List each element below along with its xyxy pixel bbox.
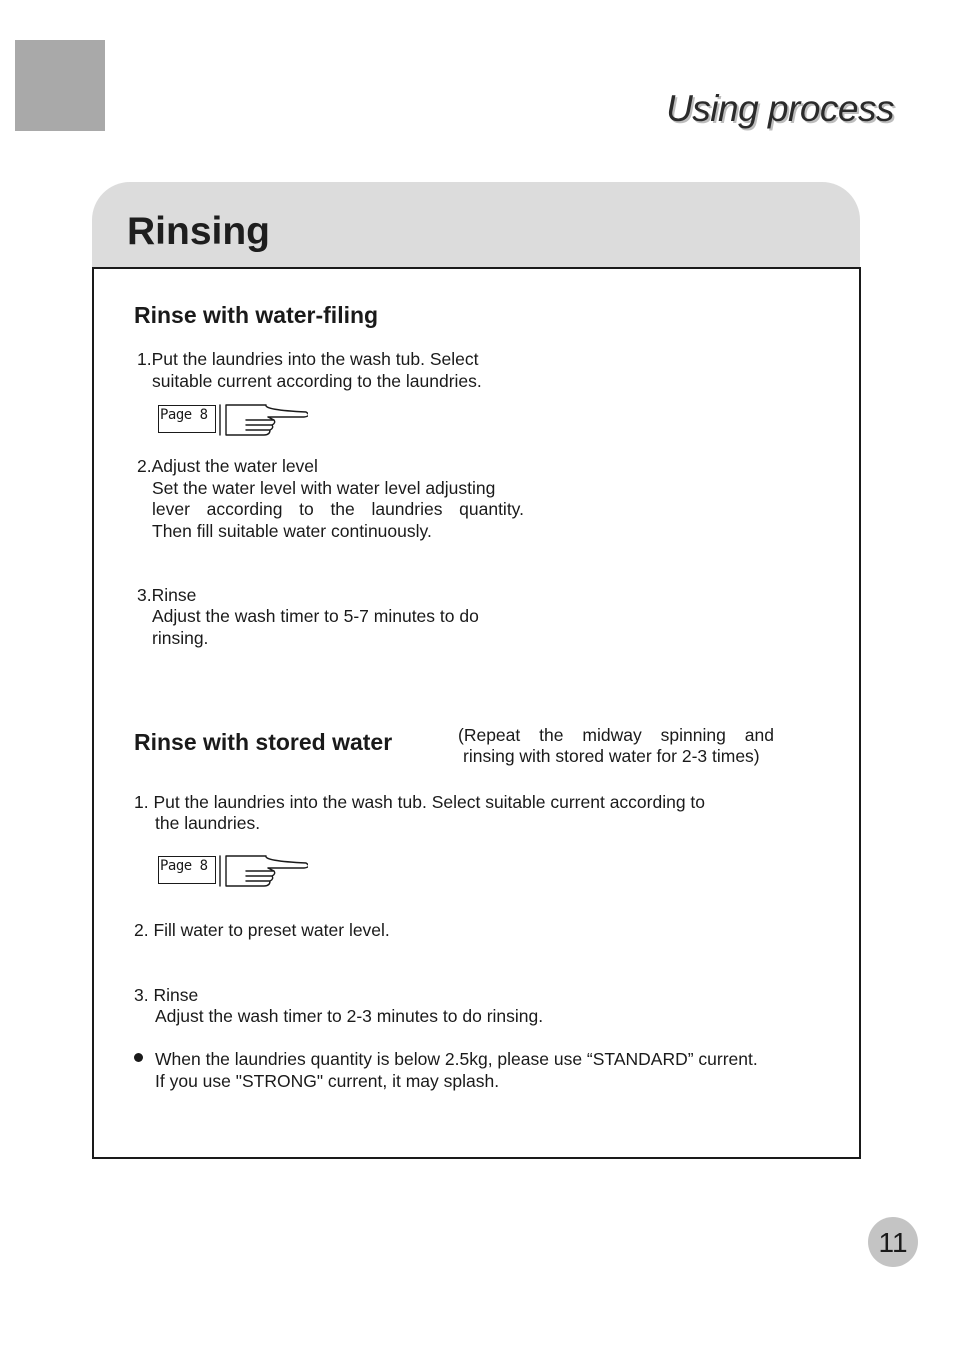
bullet-icon xyxy=(134,1053,143,1062)
step1-line2: suitable current according to the laundries. xyxy=(152,371,482,391)
stored-step1-line1: 1. Put the laundries into the wash tub. Select suitable current according to xyxy=(134,792,706,812)
pointing-hand-icon xyxy=(208,402,308,442)
step3-line1: Adjust the wash timer to 5-7 minutes to do xyxy=(152,606,479,626)
repeat-note-line1: (Repeat the midway spinning and xyxy=(458,725,774,745)
step3-title: 3.Rinse xyxy=(137,585,197,605)
page-reference xyxy=(158,402,308,442)
section-title: Rinsing xyxy=(127,210,270,253)
step2-title: 2.Adjust the water level xyxy=(137,456,318,476)
tip-line2: If you use "STRONG" current, it may splash. xyxy=(155,1071,500,1091)
rinse-stored-water-heading: Rinse with stored water xyxy=(134,729,393,755)
corner-block xyxy=(15,40,105,131)
page-number: 11 xyxy=(868,1217,918,1267)
step2-line2: lever according to the laundries quantity. xyxy=(152,499,524,519)
page-reference xyxy=(158,853,308,893)
repeat-note-line2: rinsing with stored water for 2-3 times) xyxy=(463,746,760,766)
header-title: Using process xyxy=(666,88,894,129)
stored-step1-line2: the laundries. xyxy=(155,813,261,833)
step2-line1: Set the water level with water level adjusting xyxy=(152,478,496,498)
tip-line1: When the laundries quantity is below 2.5kg, please use “STANDARD” current. xyxy=(155,1049,758,1069)
stored-step2: 2. Fill water to preset water level. xyxy=(134,920,390,940)
page-reference-label: Page 8 xyxy=(160,407,208,423)
rinse-water-filing-heading: Rinse with water-filing xyxy=(134,302,379,328)
stored-step3-title: 3. Rinse xyxy=(134,985,199,1005)
page-reference-label: Page 8 xyxy=(160,858,208,874)
step2-line3: Then fill suitable water continuously. xyxy=(152,521,432,541)
pointing-hand-icon xyxy=(208,853,308,893)
step1-line1: 1.Put the laundries into the wash tub. Select xyxy=(137,349,479,369)
stored-step3-line1: Adjust the wash timer to 2-3 minutes to do rinsing. xyxy=(155,1006,544,1026)
step3-line2: rinsing. xyxy=(152,628,209,648)
